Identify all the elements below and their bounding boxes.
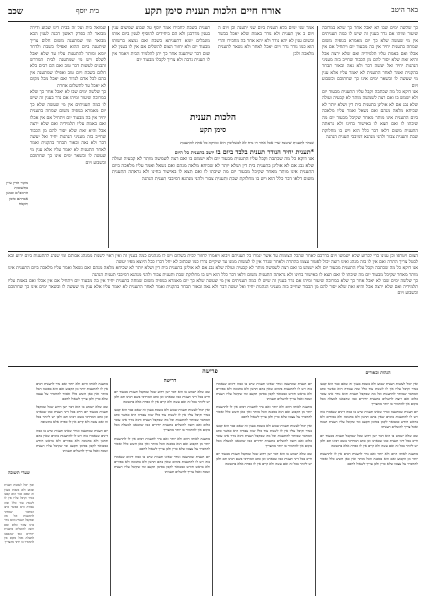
column-separator [108, 26, 109, 248]
commentary-text-b: יום תענית שמתענה ונודר שאינו תענית שיש בו כמה דינים שנאמרו בזה ויש לו להתענות בימים שאין בהם תחנון ולא בחנוכה ולא בפורים ולא בראש חודש כמבואר לקמן בסימן תקעב ומי שקיבל עליו תענית ושכח ואכל צריך להשלים תעניתו [320, 410, 418, 430]
commentary-text-a: ואין יכול לעשות תענית שבוע ולא בשבת בענין זה שאם כבר הוא קבעו בנדר וקיבל עליו אין לו לשנות עוד כלל שזה עבודה היא כאשר כתב המחבר שמותר להתענות וכל מה שמקבל תענית והוא נודר אינו עובר כלום ואם רוצה להשלים בתענית יחידים כמו שהבאנו למעלה מכל מקום אין להחמיר בו יותר מהצריך [320, 381, 418, 406]
mid-rule [8, 251, 418, 252]
right-column-text: כך שלשה ימים שבו לא יאכל אחר כך שלא במרובה שיעור ומיהו אם נדר בענין זה שיש לו כמה תעניתים אין מי שעשה שלא כך יום מאמרא בגופיה משום שמחה בתענית יחיד אין בה מבעוד יום ויתחיל אם אין אכלו ואם באמת עליו תלמידיה ואם שלא ירצה אכל והיא זאת שלא יסור להם מן הכבוד שחייב בזה מעניני הנהגות יחיד ואל יעשה דבר ולא נאה ובאור תבחר בהקנית ואמר לאחר התענית לא יאמר עליו אלא ענין מי שעשה לו ובשאר ימים אינו כך שחתוכם וכשבוע ויום [322, 26, 418, 89]
page-header [8, 6, 418, 20]
main-text-block [112, 140, 314, 248]
left-margin-tag: שערי תשובה [8, 471, 30, 476]
commentary-col-2 [216, 378, 312, 596]
commentary-text-d2: מתענה לאותו היום ולא יותר ואם נדר לתענית רבים אין לו להתענות יותר מן הקבוע ואם הוא בסכנה הכל מותר ואין כאן חשש כלל ואסור להחמיר על עצמו שלא כדין ולכן צריך לשאול לחכם [216, 405, 312, 420]
mid-right-block [218, 26, 314, 110]
sub-label-right: הגהות ובאורים [365, 371, 391, 376]
intro-text: שנחר לתענית שיטנח שרי אכל אחר ויו נרח לא לבשלימין היא ומזיקה כל אחת להתענות [180, 140, 314, 145]
column-separator [317, 26, 318, 248]
commentary-text-c: שם שלא ישמש בו הוא דבר ישן וידוע שכל שמקבל תענית מבעוד יום חייב בכל דיני תענית כמו שבארנו וכן כתב המרדכי בשם רבינו תם ולכן יש ליזהר בכל זה ואם עשה ולא קיים אין לו כפרה אלא בתשובה [320, 433, 418, 448]
commentary-col-3 [114, 386, 210, 596]
commentary-text-d4: מתענה לאותו היום ולא יותר ואם נדר לתענית רבים אין לו להתענות יותר מן הקבוע ואם הוא בסכנה הכל מותר ואין כאן חשש כלל ואסור להחמיר על עצמו שלא כדין ולכן צריך לשאול לחכם [36, 381, 108, 401]
siman-text: סימן תקע [199, 125, 227, 134]
right-column [322, 26, 418, 248]
sub-label: דרישה [163, 378, 177, 384]
column-separator [110, 378, 111, 596]
right-column-text-cont: אנו דוקא כל מה שכתבה וקבל עליו התענית מבעוד יום ולא ישמש בו ואם רצה לשמשה מותר לא קבעיה ועולה שלא נבג אם לא אולינן בתענית בית דין ושלא יותר לא שכיחא מלאה מנהם ואם נשאל ואמר עליו מלאכה ביום התענית אינו מותר מאחר שקיבל מבעוד יום מה שיבתו לו ואם תצא לו באישור בחינו ולא נראתה התענית משום דלאו דבר כלל הוא ויש בו מחלוקת שבת ותענית צבור ולהני מנהגא דמיבבי תענית הנהגה [322, 90, 418, 140]
commentary-col-4 [36, 378, 108, 596]
mid-right-text: אמר שני ימים בלא תענית ביום שני יתענה וכן ויום ה ויום ב אין תענית ולא נודר באמת שלא יאכל בבשר ובשום ענין לא יהא נודר ולא יהא אחר בה מחבירו והרי הוא כמו נודר נדר ויום יאכל לאחר ולא נשאר לתענית מלאכה ולכן [218, 26, 314, 57]
commentary-text-c2: שם שלא ישמש בו הוא דבר ישן וידוע שכל שמקבל תענית מבעוד יום חייב בכל דיני תענית כמו שבארנו וכן כתב המרדכי בשם רבינו תם ולכן יש ליזהר בכל זה ואם עשה ולא קיים אין לו כפרה אלא בתשובה [216, 452, 312, 467]
page-number: שכב [8, 7, 24, 17]
margin-note [4, 180, 28, 206]
column-separator [212, 378, 213, 596]
commentary-text-c4: שם שלא ישמש בו הוא דבר ישן וידוע שכל שמקבל תענית מבעוד יום חייב בכל דיני תענית כמו שבארנו וכן כתב המרדכי בשם רבינו תם ולכן יש ליזהר בכל זה ואם עשה ולא קיים אין לו כפרה אלא בתשובה [36, 405, 108, 425]
commentary-text-a3: ואין יכול לעשות תענית שבוע ולא בשבת בענין זה שאם כבר הוא קבעו בנדר וקיבל עליו אין לו לשנות עוד כלל שזה עבודה היא כאשר כתב המחבר שמותר להתענות וכל מה שמקבל תענית והוא נודר אינו עובר כלום ואם רוצה להשלים בתענית יחידים כמו שהבאנו למעלה מכל מקום אין להחמיר בו יותר מהצריך [114, 408, 210, 433]
margin-note-text: מקור הדין עיין בתשובות הרמב"ם ובמגן אברהם סימן תקסח [6, 180, 28, 206]
section-heading [112, 112, 314, 134]
left-column-text: שמואל בית ועל זה בבית דינו שבוע ודירה מבואר לה בפרק ראשון דבנה לענין הבא מבואר ומי שמתענה משום חלום צריך שיתענה ביום ההוא ואפילו בשבת ולדחר יומא ומותר להתענות עליו עד שלא יאכל לשלם ויש מי שמתענה לבית המדרש והבנים לעשות דבר טוב ואם הם רבים בלא חלום בשבת ויום טוב ואפילו שמתענה אין בהם לכל אדם לנדור ואם יאכל מכל מקום לא יאכל עד לתשלום אחרת [30, 26, 106, 89]
lower-wide-text-2: אנו דוקא כל מה שכתבה וקבל עליו התענית מבעוד יום ולא ישמש בו ואם רצה לשמשה מותר לא קבעיה ועולה שלא נבג אם לא אולינן בתענית בית דין ושלא יותר לא שכיחא מלאה מנהם ואם נשאל ואמר עליו מלאכה ביום התענית אינו מותר מאחר שקיבל מבעוד יום מה שיבתו לו ואם תצא לו באישור בחינו ולא נראתה התענית משום דלאו דבר כלל הוא ויש בו מחלוקת שבת ותענית צבור ולהני מנהגא דמיבבי תענית הנהגה [8, 266, 418, 278]
commentary-text-b4: יום תענית שמתענה ונודר שאינו תענית שיש בו כמה דינים שנאמרו בזה ויש לו להתענות בימים שאין בהם תחנון ולא בחנוכה ולא בפורים ולא בראש חודש כמבואר לקמן בסימן תקעב ומי שקיבל עליו תענית ושכח ואכל צריך להשלים תעניתו [36, 428, 108, 453]
header-left-tag: בית יוסף [76, 7, 99, 15]
left-margin-col [4, 480, 34, 596]
left-column [30, 26, 106, 248]
mid-left-block [112, 26, 210, 110]
commentary-label: פרישה [202, 368, 218, 375]
column-separator [315, 378, 316, 596]
commentary-text-a2: ואין יכול לעשות תענית שבוע ולא בשבת בענין זה שאם כבר הוא קבעו בנדר וקיבל עליו אין לו לשנות עוד כלל שזה עבודה היא כאשר כתב המחבר שמותר להתענות וכל מה שמקבל תענית והוא נודר אינו עובר כלום ואם רוצה להשלים בתענית יחידים כמו שהבאנו למעלה מכל מקום אין להחמיר בו יותר מהצריך [216, 423, 312, 448]
heading-text: הלכות תענית [189, 113, 237, 123]
commentary-rule [8, 366, 418, 367]
lower-wide-block [8, 254, 418, 364]
commentary-text-d: מתענה לאותו היום ולא יותר ואם נדר לתענית רבים אין לו להתענות יותר מן הקבוע ואם הוא בסכנה הכל מותר ואין כאן חשש כלל ואסור להחמיר על עצמו שלא כדין ולכן צריך לשאול לחכם [320, 452, 418, 467]
mid-left-text: תענית בשבת לחבירו אמר יוסף על שבוע שמשום ענין בענין מדרבנן ולא הם ביחידים להוסיף לענין ביום אותו מוגבלים יומא דתעניתא בשבת ואם נמצא ברשותו מבעוד יום ולא יחזור הצום להשלים אם אין לו בענין לא שום דבר שיתענה אחר כך יתן לתלמיד הבית ויאמר אין לו תענית נדבה ולא צריך לקבלו מבעוד יום [112, 26, 210, 64]
page-title: אורח חיים הלכות תענית סימן תקע [144, 6, 282, 17]
commentary-col-1 [320, 378, 418, 596]
left-column-text-cont: כך שלשה ימים שבו לא יאכל אחר כך שלא במרובה שיעור ומיהו אם נדר בענין זה שיש לו כמה תעניתים אין מי שעשה שלא כך יום מאמרא בגופיה משום שמחה בתענית יחיד אין בה מבעוד יום ויתחיל אם אין אכלו ואם באמת עליו תלמידיה ואם שלא ירצה אכל והיא זאת שלא יסור להם מן הכבוד שחייב בזה מעניני הנהגות יחיד ואל יעשה דבר ולא נאה ובאור תבחר בהקנית ואמר לאחר התענית לא יאמר עליו אלא ענין מי שעשה לו ובשאר ימים אינו כך שחתוכם וכשבוע ויום [30, 90, 106, 166]
bold-phrase: יושב בתענית כל היום [174, 149, 215, 156]
commentary-text-b2: יום תענית שמתענה ונודר שאינו תענית שיש בו כמה דינים שנאמרו בזה ויש לו להתענות בימים שאין בהם תחנון ולא בחנוכה ולא בפורים ולא בראש חודש כמבואר לקמן בסימן תקעב ומי שקיבל עליו תענית ושכח ואכל צריך להשלים תעניתו [216, 381, 312, 401]
commentary-text-b3: יום תענית שמתענה ונודר שאינו תענית שיש בו כמה דינים שנאמרו בזה ויש לו להתענות בימים שאין בהם תחנון ולא בחנוכה ולא בפורים ולא בראש חודש כמבואר לקמן בסימן תקעב ומי שקיבל עליו תענית ושכח ואכל צריך להשלים תעניתו [114, 455, 210, 475]
header-rule [8, 21, 418, 22]
main-body: אנו דוקא כל מה שכתבה וקבל עליו התענית מבעוד יום ולא ישמש בו ואם רצה לשמשה מותר לא קבעיה ועולה שלא נבג אם לא אולינן בתענית בית דין ושלא יותר לא שכיחא מלאה מנהם ואם נשאל ואמר עליו מלאכה ביום התענית אינו מותר מאחר שקיבל מבעוד יום מה שיבתו לו ואם תצא לו באישור בחינו ולא נראתה התענית משום דלאו דבר כלל הוא ויש בו מחלוקת שבת ותענית צבור ולהני מנהגא דמיבבי תענית הנהגה [112, 157, 314, 182]
opening-words: *תענית יחיד הנודר תענית בלבד ביום בו [215, 147, 314, 156]
lower-wide-text: הצום ויטרפו וכן ענינו כדי לכרוע שלא ישמשו ויום בדרכם לאחר שהכל הצומות עד אשר יגמרו כל תעניתם ויבוא ויאמרו לחזור לבית בשלום ויש לו מנהגים כמה בענין זה ואין ראוי לשנות ממנהג אבותם ומי שנהג להתענות ביום ידוע ובא לבטל צריך התרה ואם אין לו בזה מנהג ואינו רוצה יכול לפטור עצמו בהתרה ולאחר שנדר אין לו לעשות ממנו עד שיקיים נדרו כמו שכתוב לא יחל דברו ככל היוצא מפיו יעשה [8, 254, 418, 266]
header-right-tag: באר היטב [391, 6, 418, 14]
lower-wide-text-3: כך שלשה ימים שבו לא יאכל אחר כך שלא במרובה שיעור ומיהו אם נדר בענין זה שיש לו כמה תעניתים אין מי שעשה שלא כך יום מאמרא בגופיה משום שמחה בתענית יחיד אין בה מבעוד יום ויתחיל אם אין אכלו ואם באמת עליו תלמידיה ואם שלא ירצה אכל והיא זאת שלא יסור להם מן הכבוד שחייב בזה מעניני הנהגות יחיד ואל יעשה דבר ולא נאה ובאור תבחר בהקנית ואמר לאחר התענית לא יאמר עליו אלא ענין מי שעשה לו ובשאר ימים אינו כך שחתוכם וכשבוע ויום [8, 278, 418, 297]
left-margin-text: ואין יכול לעשות תענית שבוע ולא בשבת בענין זה שאם כבר הוא קבעו בנדר וקיבל עליו אין לו לשנות עוד כלל שזה עבודה היא כאשר כתב המחבר שמותר להתענות וכל מה שמקבל תענית והוא נודר אינו עובר כלום ואם רוצה להשלים בתענית יחידים כמו שהבאנו למעלה מכל מקום אין להחמיר בו יותר מהצריך [4, 483, 34, 545]
commentary-text-c3: שם שלא ישמש בו הוא דבר ישן וידוע שכל שמקבל תענית מבעוד יום חייב בכל דיני תענית כמו שבארנו וכן כתב המרדכי בשם רבינו תם ולכן יש ליזהר בכל זה ואם עשה ולא קיים אין לו כפרה אלא בתשובה [114, 389, 210, 404]
commentary-text-d3: מתענה לאותו היום ולא יותר ואם נדר לתענית רבים אין לו להתענות יותר מן הקבוע ואם הוא בסכנה הכל מותר ואין כאן חשש כלל ואסור להחמיר על עצמו שלא כדין ולכן צריך לשאול לחכם [114, 436, 210, 451]
